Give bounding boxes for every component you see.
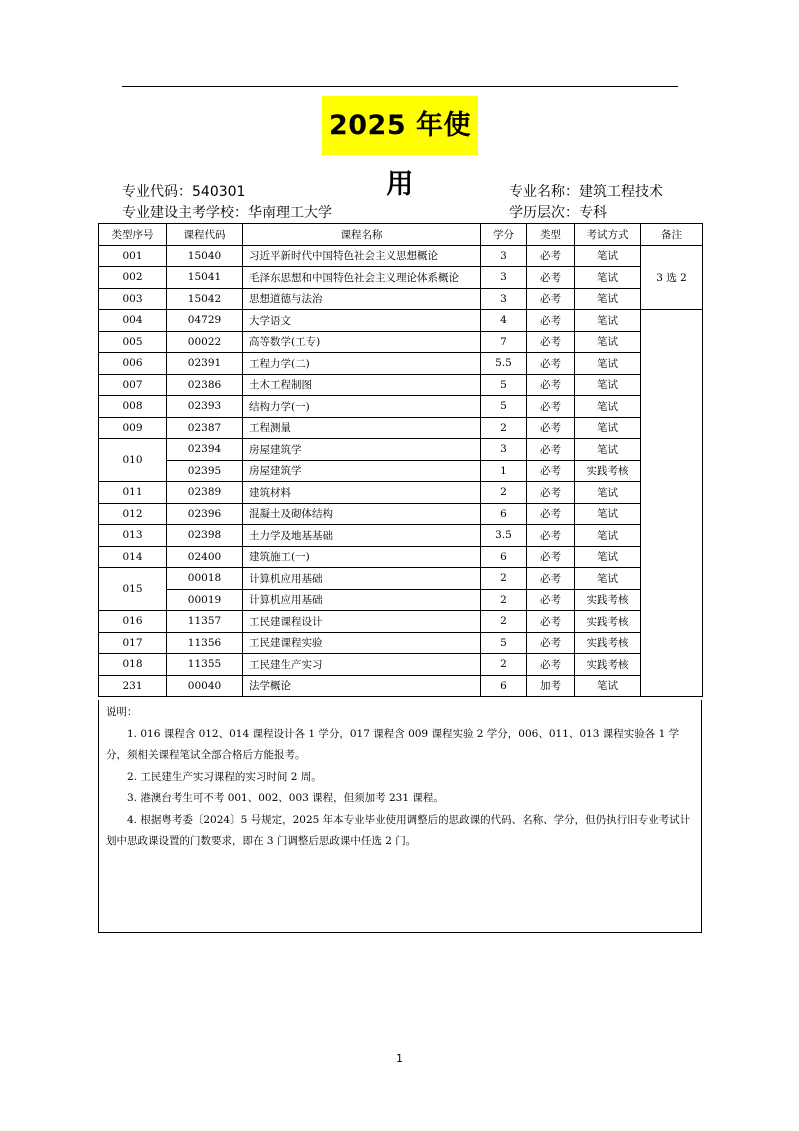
table-row xyxy=(99,460,703,482)
name-cell: 工程测量 xyxy=(243,417,481,439)
table-row xyxy=(99,589,703,611)
exam-cell: 实践考核 xyxy=(575,589,641,611)
credit-cell: 6 xyxy=(481,546,527,568)
credit-cell: 5 xyxy=(481,632,527,654)
type-cell: 必考 xyxy=(527,245,575,267)
seq-cell: 015 xyxy=(99,568,167,611)
type-cell: 必考 xyxy=(527,417,575,439)
seq-cell: 010 xyxy=(99,439,167,482)
type-cell: 必考 xyxy=(527,288,575,310)
major-name: 专业名称：建筑工程技术 xyxy=(509,184,663,200)
exam-cell: 笔试 xyxy=(575,417,641,439)
name-cell: 工民建课程设计 xyxy=(243,611,481,633)
code-cell: 02391 xyxy=(167,353,243,375)
notes-title: 说明： xyxy=(106,706,138,718)
table-row xyxy=(99,267,703,289)
note-item: 3. 港澳台考生可不考 001、002、003 课程，但须加考 231 课程。 xyxy=(127,792,444,804)
code-cell: 02396 xyxy=(167,503,243,525)
exam-cell: 笔试 xyxy=(575,568,641,590)
table-row xyxy=(99,374,703,396)
seq-cell: 011 xyxy=(99,482,167,504)
credit-cell: 2 xyxy=(481,568,527,590)
seq-cell: 012 xyxy=(99,503,167,525)
code-cell: 11356 xyxy=(167,632,243,654)
credit-cell: 2 xyxy=(481,482,527,504)
exam-cell: 笔试 xyxy=(575,396,641,418)
credit-cell: 1 xyxy=(481,460,527,482)
credit-cell: 3 xyxy=(481,439,527,461)
exam-cell: 笔试 xyxy=(575,439,641,461)
exam-cell: 笔试 xyxy=(575,675,641,697)
exam-cell: 笔试 xyxy=(575,374,641,396)
code-cell: 04729 xyxy=(167,310,243,332)
exam-cell: 笔试 xyxy=(575,482,641,504)
page-number: 1 xyxy=(396,1052,403,1065)
name-cell: 思想道德与法治 xyxy=(243,288,481,310)
name-cell: 工民建生产实习 xyxy=(243,654,481,676)
code-cell: 11355 xyxy=(167,654,243,676)
type-cell: 必考 xyxy=(527,632,575,654)
code-cell: 02387 xyxy=(167,417,243,439)
exam-cell: 笔试 xyxy=(575,503,641,525)
code-cell: 02394 xyxy=(167,439,243,461)
name-cell: 混凝土及砌体结构 xyxy=(243,503,481,525)
type-cell: 必考 xyxy=(527,482,575,504)
seq-cell: 014 xyxy=(99,546,167,568)
name-cell: 建筑施工(一) xyxy=(243,546,481,568)
table-row xyxy=(99,310,703,332)
table-header-row xyxy=(99,224,703,246)
type-cell: 必考 xyxy=(527,439,575,461)
remark-cell-empty xyxy=(641,310,703,697)
code-cell: 11357 xyxy=(167,611,243,633)
name-cell: 土木工程制图 xyxy=(243,374,481,396)
notes-box xyxy=(98,700,702,933)
type-cell: 必考 xyxy=(527,374,575,396)
header-name: 课程名称 xyxy=(243,224,481,246)
major-code: 专业代码：540301 xyxy=(122,184,246,200)
name-cell: 计算机应用基础 xyxy=(243,568,481,590)
code-cell: 02386 xyxy=(167,374,243,396)
header-type: 类型 xyxy=(527,224,575,246)
credit-cell: 5.5 xyxy=(481,353,527,375)
code-cell: 15041 xyxy=(167,267,243,289)
type-cell: 必考 xyxy=(527,396,575,418)
name-cell: 结构力学(一) xyxy=(243,396,481,418)
credit-cell: 6 xyxy=(481,675,527,697)
education-level: 学历层次：专科 xyxy=(509,205,607,221)
seq-cell: 003 xyxy=(99,288,167,310)
credit-cell: 2 xyxy=(481,589,527,611)
code-cell: 00022 xyxy=(167,331,243,353)
type-cell: 必考 xyxy=(527,546,575,568)
type-cell: 必考 xyxy=(527,331,575,353)
credit-cell: 5 xyxy=(481,396,527,418)
remark-cell: 3 选 2 xyxy=(641,245,703,310)
seq-cell: 231 xyxy=(99,675,167,697)
seq-cell: 016 xyxy=(99,611,167,633)
type-cell: 必考 xyxy=(527,611,575,633)
note-item: 2. 工民建生产实习课程的实习时间 2 周。 xyxy=(127,770,322,783)
seq-cell: 013 xyxy=(99,525,167,547)
name-cell: 计算机应用基础 xyxy=(243,589,481,611)
seq-cell: 004 xyxy=(99,310,167,332)
table-row xyxy=(99,611,703,633)
code-cell: 02400 xyxy=(167,546,243,568)
credit-cell: 3 xyxy=(481,288,527,310)
type-cell: 必考 xyxy=(527,654,575,676)
header-seq: 类型序号 xyxy=(99,224,167,246)
table-row xyxy=(99,439,703,461)
table-row xyxy=(99,482,703,504)
code-cell: 02393 xyxy=(167,396,243,418)
type-cell: 必考 xyxy=(527,525,575,547)
code-cell: 02389 xyxy=(167,482,243,504)
credit-cell: 3 xyxy=(481,267,527,289)
credit-cell: 2 xyxy=(481,417,527,439)
type-cell: 必考 xyxy=(527,568,575,590)
host-school: 专业建设主考学校：华南理工大学 xyxy=(122,205,332,221)
type-cell: 必考 xyxy=(527,589,575,611)
year-banner: 2025 年使用 xyxy=(322,96,478,155)
exam-cell: 实践考核 xyxy=(575,611,641,633)
code-cell: 15042 xyxy=(167,288,243,310)
name-cell: 毛泽东思想和中国特色社会主义理论体系概论 xyxy=(243,267,481,289)
seq-cell: 017 xyxy=(99,632,167,654)
name-cell: 房屋建筑学 xyxy=(243,439,481,461)
code-cell: 02395 xyxy=(167,460,243,482)
exam-cell: 笔试 xyxy=(575,546,641,568)
name-cell: 房屋建筑学 xyxy=(243,460,481,482)
credit-cell: 2 xyxy=(481,654,527,676)
table-row xyxy=(99,288,703,310)
table-row xyxy=(99,675,703,697)
note-item: 4. 根据粤考委〔2024〕5 号规定，2025 年本专业毕业使用调整后的思政课的代码、名称、学分，但仍执行旧专业考试计划中思政课设置的门数要求，即在 3 门调整后思政课中任选 2 门。 xyxy=(106,813,691,847)
table-row xyxy=(99,245,703,267)
table-row xyxy=(99,568,703,590)
course-table xyxy=(98,223,703,697)
exam-cell: 笔试 xyxy=(575,331,641,353)
exam-cell: 笔试 xyxy=(575,353,641,375)
credit-cell: 5 xyxy=(481,374,527,396)
table-row xyxy=(99,503,703,525)
code-cell: 02398 xyxy=(167,525,243,547)
table-row xyxy=(99,654,703,676)
code-cell: 00019 xyxy=(167,589,243,611)
name-cell: 大学语文 xyxy=(243,310,481,332)
seq-cell: 005 xyxy=(99,331,167,353)
table-row xyxy=(99,331,703,353)
code-cell: 00018 xyxy=(167,568,243,590)
type-cell: 必考 xyxy=(527,267,575,289)
seq-cell: 006 xyxy=(99,353,167,375)
exam-cell: 实践考核 xyxy=(575,460,641,482)
seq-cell: 007 xyxy=(99,374,167,396)
header-code: 课程代码 xyxy=(167,224,243,246)
credit-cell: 7 xyxy=(481,331,527,353)
credit-cell: 6 xyxy=(481,503,527,525)
type-cell: 必考 xyxy=(527,310,575,332)
header-credit: 学分 xyxy=(481,224,527,246)
seq-cell: 002 xyxy=(99,267,167,289)
type-cell: 必考 xyxy=(527,460,575,482)
seq-cell: 008 xyxy=(99,396,167,418)
name-cell: 工民建课程实验 xyxy=(243,632,481,654)
credit-cell: 3.5 xyxy=(481,525,527,547)
name-cell: 高等数学(工专) xyxy=(243,331,481,353)
header-exam: 考试方式 xyxy=(575,224,641,246)
exam-cell: 实践考核 xyxy=(575,654,641,676)
name-cell: 建筑材料 xyxy=(243,482,481,504)
credit-cell: 3 xyxy=(481,245,527,267)
exam-cell: 笔试 xyxy=(575,310,641,332)
header-remark: 备注 xyxy=(641,224,703,246)
table-row xyxy=(99,353,703,375)
type-cell: 加考 xyxy=(527,675,575,697)
name-cell: 土力学及地基基础 xyxy=(243,525,481,547)
seq-cell: 009 xyxy=(99,417,167,439)
exam-cell: 实践考核 xyxy=(575,632,641,654)
table-row xyxy=(99,396,703,418)
type-cell: 必考 xyxy=(527,353,575,375)
top-rule xyxy=(122,86,678,87)
code-cell: 15040 xyxy=(167,245,243,267)
name-cell: 法学概论 xyxy=(243,675,481,697)
code-cell: 00040 xyxy=(167,675,243,697)
table-row xyxy=(99,525,703,547)
seq-cell: 001 xyxy=(99,245,167,267)
table-row xyxy=(99,632,703,654)
table-row xyxy=(99,417,703,439)
seq-cell: 018 xyxy=(99,654,167,676)
table-row xyxy=(99,546,703,568)
note-item: 1. 016 课程含 012、014 课程设计各 1 学分，017 课程含 009 课程实验 2 学分，006、011、013 课程实验各 1 学分，须相关课程笔试全部合格后方能报考。 xyxy=(106,727,680,761)
credit-cell: 4 xyxy=(481,310,527,332)
name-cell: 工程力学(二) xyxy=(243,353,481,375)
exam-cell: 笔试 xyxy=(575,288,641,310)
exam-cell: 笔试 xyxy=(575,267,641,289)
type-cell: 必考 xyxy=(527,503,575,525)
exam-cell: 笔试 xyxy=(575,245,641,267)
exam-cell: 笔试 xyxy=(575,525,641,547)
name-cell: 习近平新时代中国特色社会主义思想概论 xyxy=(243,245,481,267)
credit-cell: 2 xyxy=(481,611,527,633)
